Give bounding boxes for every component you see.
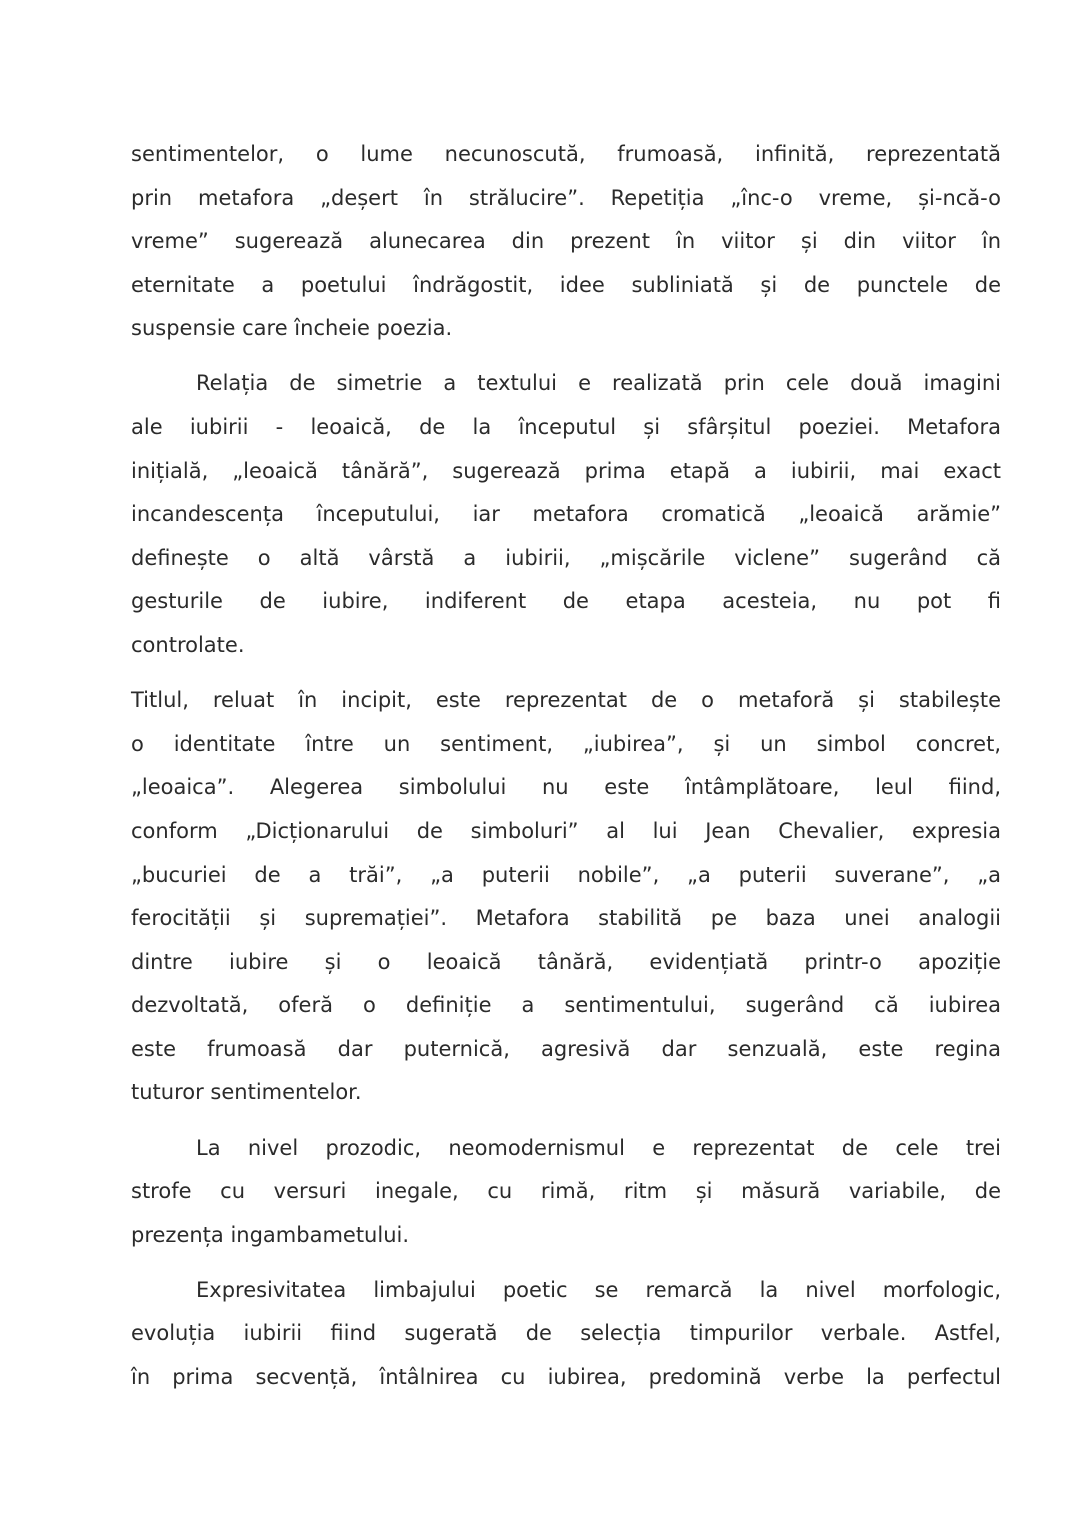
text-line: evoluția iubirii fiind sugerată de selecția timpurilor verbale. Astfel, bbox=[131, 1321, 1001, 1346]
text-line: dintre iubire și o leoaică tânără, evidențiată printr-o apoziție bbox=[131, 949, 1001, 974]
text-line: incandescența începutului, iar metafora cromatică „leoaică arămie” bbox=[131, 502, 1001, 527]
text-line: gesturile de iubire, indiferent de etapa acesteia, nu pot fi bbox=[131, 589, 1001, 614]
text-line: La nivel prozodic, neomodernismul e reprezentat de cele trei bbox=[196, 1135, 1001, 1160]
text-line: sentimentelor, o lume necunoscută, frumoasă, infinită, reprezentată bbox=[131, 142, 1001, 166]
paragraph bbox=[131, 133, 1001, 351]
text-line: ale iubirii - leoaică, de la începutul și sfârșitul poeziei. Metafora bbox=[131, 415, 1001, 440]
text-line: „bucuriei de a trăi”, „a puterii nobile”, „a puterii suverane”, „a bbox=[131, 862, 1001, 887]
paragraph bbox=[131, 1269, 1001, 1400]
text-line: controlate. bbox=[131, 633, 245, 658]
text-line: strofe cu versuri inegale, cu rimă, ritm și măsură variabile, de bbox=[131, 1179, 1001, 1204]
text-line: prin metafora „deșert în strălucire”. Repetiția „înc-o vreme, și-ncă-o bbox=[131, 185, 1001, 210]
text-line: o identitate între un sentiment, „iubirea”, și un simbol concret, bbox=[131, 731, 1001, 756]
text-line: în prima secvență, întâlnirea cu iubirea, predomină verbe la perfectul bbox=[131, 1365, 1001, 1390]
text-line: „leoaica”. Alegerea simbolului nu este întâmplătoare, leul fiind, bbox=[131, 775, 1001, 800]
paragraph bbox=[131, 362, 1001, 667]
text-line: eternitate a poetului îndrăgostit, idee subliniată și de punctele de bbox=[131, 272, 1001, 297]
text-line: prezența ingambametului. bbox=[131, 1222, 410, 1247]
text-line: Relația de simetrie a textului e realizată prin cele două imagini bbox=[196, 371, 1001, 396]
text-line: inițială, „leoaică tânără”, sugerează prima etapă a iubirii, mai exact bbox=[131, 458, 1001, 483]
paragraph bbox=[131, 679, 1001, 1115]
text-line: dezvoltată, oferă o definiție a sentimentului, sugerând că iubirea bbox=[131, 993, 1001, 1018]
text-line: definește o altă vârstă a iubirii, „mișcările viclene” sugerând că bbox=[131, 545, 1001, 570]
text-line: tuturor sentimentelor. bbox=[131, 1080, 362, 1105]
paragraph bbox=[131, 1127, 1001, 1258]
text-line: conform „Dicționarului de simboluri” al lui Jean Chevalier, expresia bbox=[131, 818, 1001, 843]
text-line: Titlul, reluat în incipit, este reprezentat de o metaforă și stabilește bbox=[131, 688, 1001, 713]
text-line: este frumoasă dar puternică, agresivă dar senzuală, este regina bbox=[131, 1036, 1001, 1061]
text-line: suspensie care încheie poezia. bbox=[131, 316, 453, 341]
text-line: ferocității și supremației”. Metafora stabilită pe baza unei analogii bbox=[131, 906, 1001, 931]
document-page bbox=[131, 133, 1001, 1411]
text-line: vreme” sugerează alunecarea din prezent în viitor și din viitor în bbox=[131, 229, 1001, 254]
text-line: Expresivitatea limbajului poetic se remarcă la nivel morfologic, bbox=[196, 1277, 1001, 1302]
